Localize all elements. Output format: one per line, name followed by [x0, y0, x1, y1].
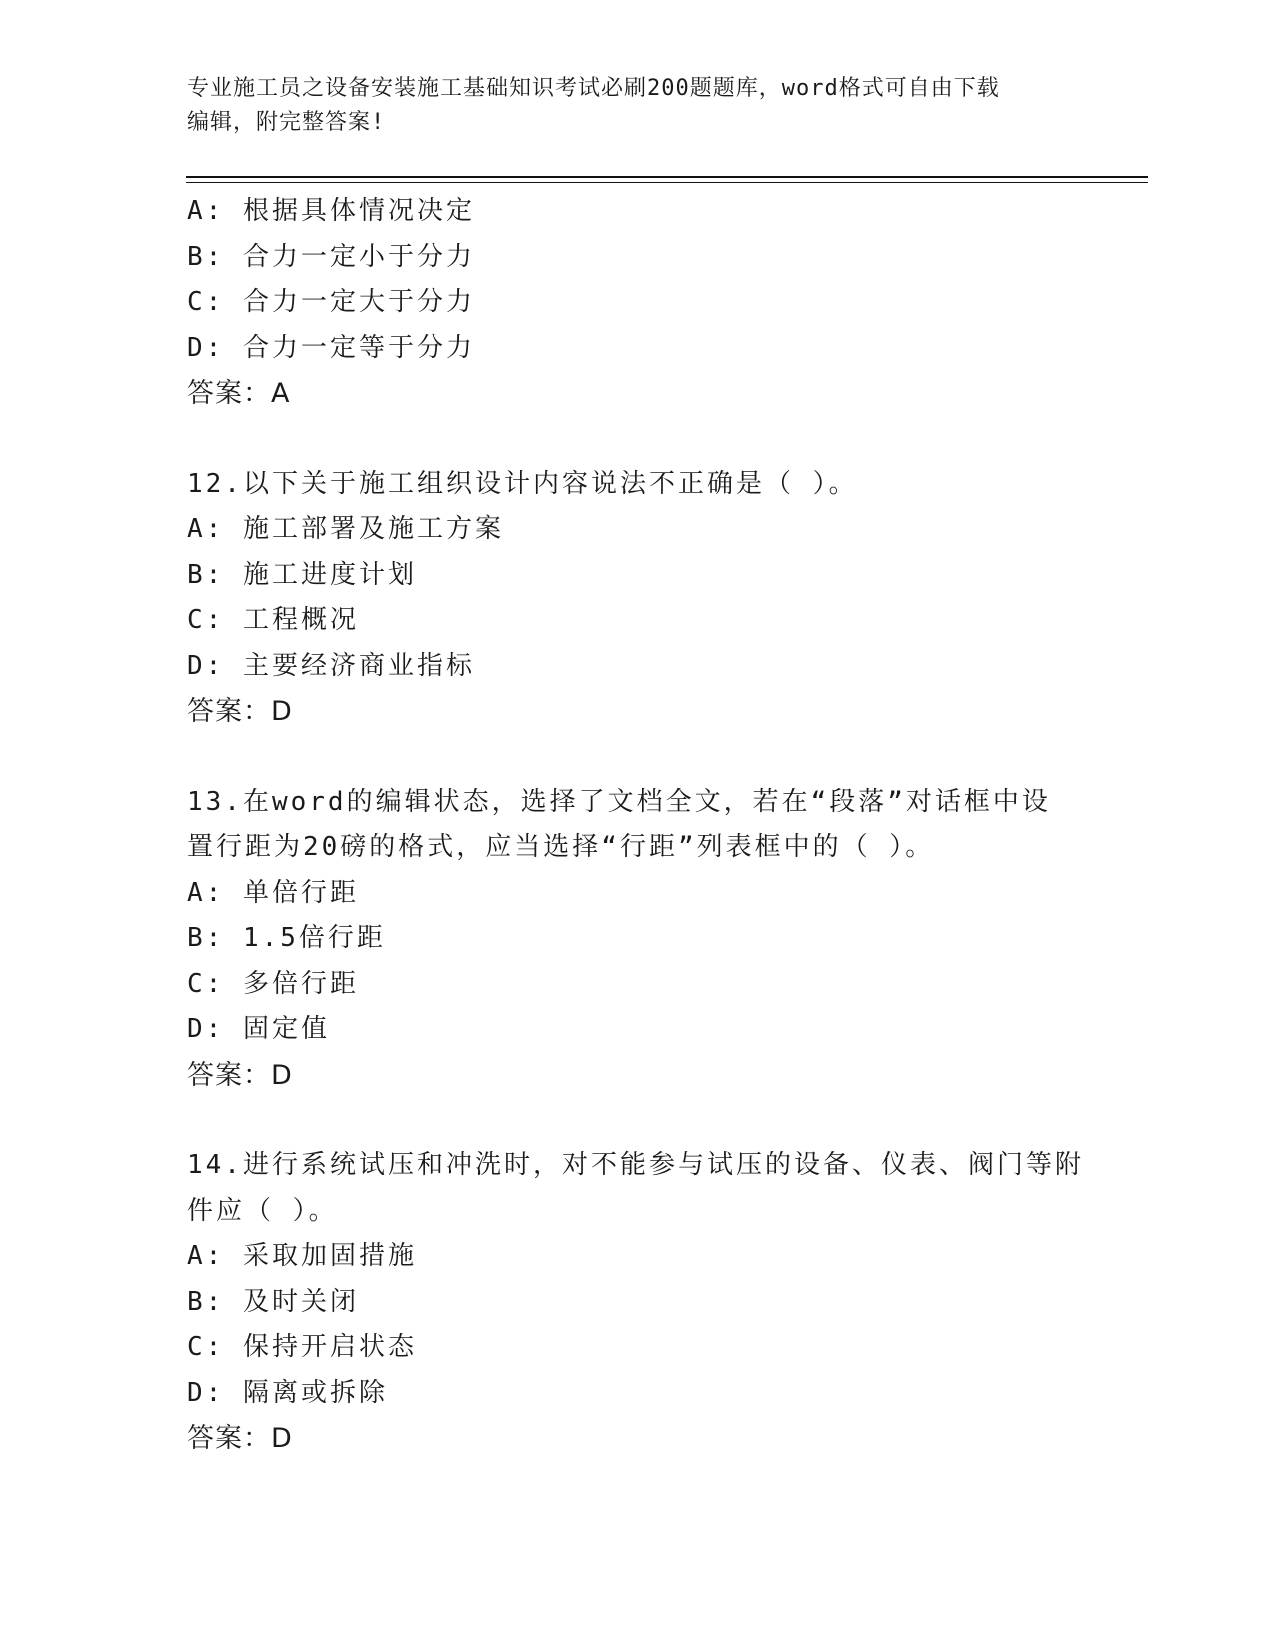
question-12-option-a: A: 施工部署及施工方案	[187, 514, 504, 544]
question-13-text-line-2: 置行距为20磅的格式，应当选择“行距”列表框中的（ ）。	[187, 832, 935, 862]
question-spacer	[187, 1098, 1087, 1143]
question-12-option-b: B: 施工进度计划	[187, 559, 417, 590]
question-11-option-a: A: 根据具体情况决定	[187, 196, 475, 226]
document-header	[187, 72, 1067, 140]
question-13-option-d: D: 固定值	[187, 1014, 330, 1044]
question-14-option-b: B: 及时关闭	[187, 1286, 359, 1317]
header-title-line-1: 专业施工员之设备安装施工基础知识考试必刷200题题库，word格式可自由下载	[187, 76, 1000, 101]
question-12-option-c: C: 工程概况	[187, 605, 359, 635]
question-14-option-a: A: 采取加固措施	[187, 1241, 417, 1271]
question-11-block	[187, 189, 1087, 417]
question-14-block	[187, 1143, 1087, 1462]
question-13-text-line-1: 13.在word的编辑状态，选择了文档全文，若在“段落”对话框中设	[187, 786, 1051, 817]
header-divider-thin	[186, 182, 1148, 183]
question-12-option-d: D: 主要经济商业指标	[187, 650, 475, 681]
question-13-answer: 答案：D	[187, 1059, 293, 1091]
question-14-text-line-1: 14.进行系统试压和冲洗时，对不能参与试压的设备、仪表、阀门等附	[187, 1150, 1084, 1180]
header-divider-thick	[186, 176, 1148, 178]
question-12-text: 12.以下关于施工组织设计内容说法不正确是（ ）。	[187, 468, 858, 499]
question-12-block	[187, 462, 1087, 735]
question-14-text-line-2: 件应（ ）。	[187, 1195, 338, 1226]
question-14-option-d: D: 隔离或拆除	[187, 1377, 388, 1408]
question-13-block	[187, 780, 1087, 1099]
question-13-option-b: B: 1.5倍行距	[187, 923, 386, 953]
question-spacer	[187, 417, 1087, 462]
question-14-option-c: C: 保持开启状态	[187, 1332, 417, 1362]
question-12-answer: 答案：D	[187, 696, 293, 727]
question-spacer	[187, 735, 1087, 780]
question-11-option-b: B: 合力一定小于分力	[187, 241, 475, 272]
question-11-answer: 答案：A	[187, 378, 291, 409]
question-11-option-d: D: 合力一定等于分力	[187, 332, 475, 363]
header-title-line-2: 编辑，附完整答案!	[187, 110, 386, 135]
question-13-option-c: C: 多倍行距	[187, 968, 359, 999]
question-11-option-c: C: 合力一定大于分力	[187, 287, 475, 317]
question-list	[187, 189, 1087, 1462]
question-14-answer: 答案：D	[187, 1423, 293, 1454]
question-13-option-a: A: 单倍行距	[187, 877, 359, 908]
